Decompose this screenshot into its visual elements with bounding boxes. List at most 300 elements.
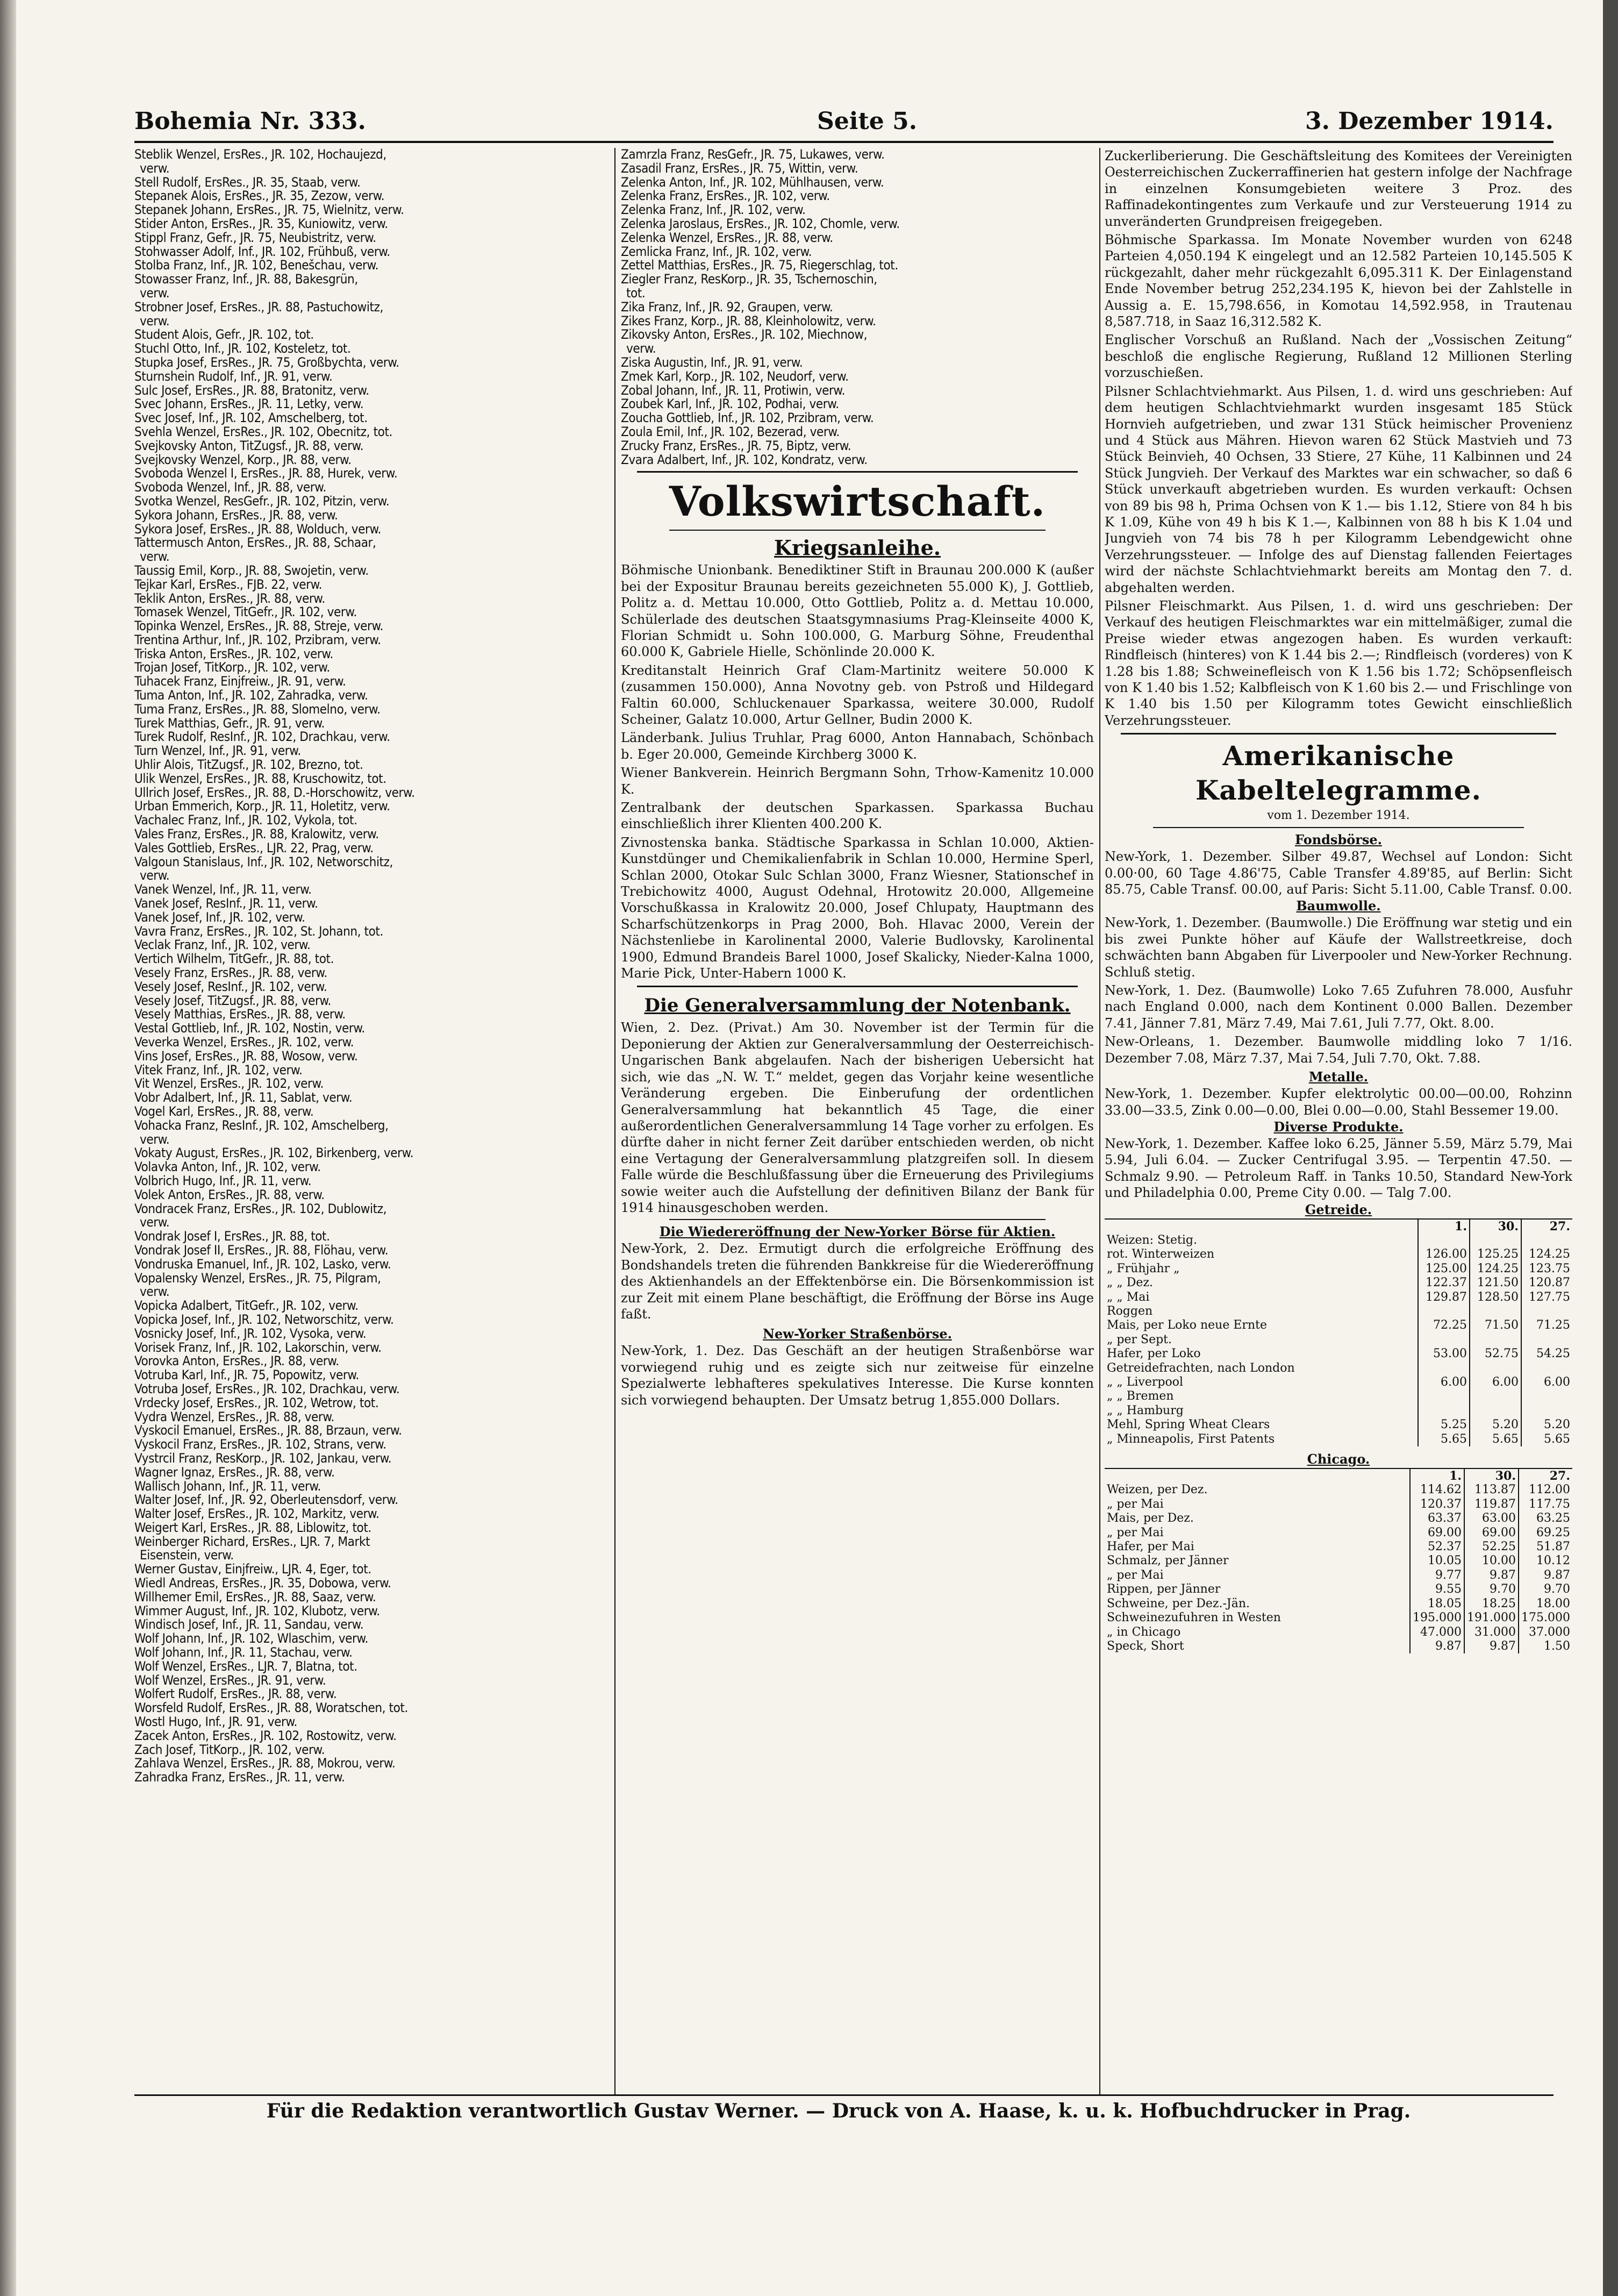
table-cell: 52.37 [1410, 1540, 1464, 1554]
list-entry: Zelenka Franz, ErsRes., JR. 102, verw. [621, 189, 830, 204]
list-entry: Zrucky Franz, ErsRes., JR. 75, Biptz, verw. [621, 439, 851, 453]
list-entry: Zvara Adalbert, Inf., JR. 102, Kondratz, verw. [621, 453, 868, 467]
list-entry: Wimmer August, Inf., JR. 102, Klubotz, verw. [134, 1604, 380, 1618]
table-cell: „ „ Hamburg [1107, 1403, 1184, 1417]
left-page-edge [0, 0, 16, 2296]
table-cell: 125.00 [1418, 1262, 1470, 1276]
table-cell: Weizen, per Dez. [1107, 1483, 1208, 1497]
market-report-paragraph: Zuckerliberierung. Die Geschäftsleitung des Komitees der Vereinigten Oesterreichischen Zuckerraffinerien hat gestern infolge der Nachfrage in einzelnen Konsumgebieten weitere 3 Proz. des Raffinadekontingentes zum Verkaufe und zur Versteuerung 1914 zu unveränderten Grundpreisen freigegeben. [1105, 148, 1572, 229]
list-entry: Student Alois, Gefr., JR. 102, tot. [134, 328, 314, 343]
list-entry: Steblik Wenzel, ErsRes., JR. 102, Hochaujezd, [134, 148, 386, 162]
table-cell: 1.50 [1519, 1639, 1572, 1653]
table-cell [1418, 1233, 1470, 1247]
list-entry: Vestal Gottlieb, Inf., JR. 102, Nostin, verw. [134, 1022, 365, 1036]
list-entry: Walter Josef, Inf., JR. 92, Oberleutensdorf, verw. [134, 1493, 398, 1508]
list-entry: Vanek Josef, Inf., JR. 102, verw. [134, 910, 305, 925]
list-entry: Veverka Wenzel, ErsRes., JR. 102, verw. [134, 1036, 354, 1050]
list-entry: tot. [626, 286, 646, 301]
list-entry: Weigert Karl, ErsRes., JR. 88, Liblowitz, tot. [134, 1521, 371, 1535]
table-cell: 114.62 [1410, 1483, 1464, 1497]
list-entry: Zamrzla Franz, ResGefr., JR. 75, Lukawes, verw. [621, 148, 885, 162]
table-cell: 69.00 [1410, 1526, 1464, 1540]
list-entry: Zasadil Franz, ErsRes., JR. 75, Wittin, verw. [621, 161, 858, 176]
right-page-edge [1603, 0, 1618, 2296]
chicago-heading: Chicago. [1307, 1451, 1370, 1467]
table-cell: 125.25 [1470, 1247, 1521, 1261]
table-row [1105, 1247, 1572, 1261]
table-cell: Weizen: Stetig. [1107, 1233, 1197, 1247]
table-cell: 71.50 [1470, 1318, 1521, 1332]
baumwolle-paragraph: New-Orleans, 1. Dezember. Baumwolle middling loko 7 1/16. Dezember 7.08, März 7.37, Mai 7.54, Juli 7.70, Okt. 7.88. [1105, 1034, 1572, 1066]
table-cell: 121.50 [1470, 1276, 1521, 1290]
kriegsanleihe-paragraph: Länderbank. Julius Truhlar, Prag 6000, Anton Hannabach, Schönbach b. Eger 20.000, Gemeinde Kirchberg 3000 K. [621, 730, 1094, 762]
list-entry: Wallisch Johann, Inf., JR. 11, verw. [134, 1479, 321, 1494]
list-entry: Vopalensky Wenzel, ErsRes., JR. 75, Pilgram, [134, 1271, 381, 1286]
metalle-text: New-York, 1. Dezember. Kupfer elektrolytic 00.00—00.00, Rohzinn 33.00—33.5, Zink 0.00—0.00, Blei 0.00—0.00, Stahl Bessemer 19.00. [1105, 1086, 1572, 1118]
list-entry: Vyskocil Emanuel, ErsRes., JR. 88, Brzaun, verw. [134, 1424, 402, 1438]
list-entry: Ziska Augustin, Inf., JR. 91, verw. [621, 355, 803, 370]
footer-rule [134, 2094, 1553, 2096]
list-entry: Vachalec Franz, Inf., JR. 102, Vykola, tot. [134, 814, 357, 828]
list-entry: Vesely Franz, ErsRes., JR. 88, verw. [134, 966, 327, 980]
header-center: Seite 5. [817, 108, 918, 135]
list-entry: Tuma Franz, ErsRes., JR. 88, Slomelno, verw. [134, 702, 381, 717]
table-cell [1521, 1404, 1572, 1418]
table-cell: 6.00 [1521, 1375, 1572, 1389]
table-row [1105, 1304, 1572, 1318]
list-entry: Vokaty August, ErsRes., JR. 102, Birkenberg, verw. [134, 1146, 414, 1161]
market-report-paragraph: Pilsner Fleischmarkt. Aus Pilsen, 1. d. wird uns geschrieben: Der Verkauf des heutigen Fleischmarktes war ein mittelmäßiger, zumal die Preise wieder etwas angezogen haben. Es wurden verkauft: Rindfleisch (hinteres) von K 1.44 bis 2.—; Rindfleisch (vorderes) von K 1.28 bis 1.88; Schweinefleisch von K 1.56 bis 1.72; Schöpsenfleisch von K 1.40 bis 1.52; Kalbfleisch von K 1.60 bis 2.— und Frischlinge von K 1.40 bis 1.50 per Kilogramm totes Gewicht einschließlich Verzehrungssteuer. [1105, 598, 1572, 728]
table-header-cell: 30. [1470, 1219, 1521, 1233]
chicago-table [1105, 1468, 1572, 1653]
list-entry: Zahlava Wenzel, ErsRes., JR. 88, Mokrou, verw. [134, 1757, 396, 1771]
table-cell: 6.00 [1418, 1375, 1470, 1389]
list-entry: Zelenka Franz, Inf., JR. 102, verw. [621, 203, 806, 217]
table-header-cell [1105, 1468, 1410, 1483]
table-cell: Schmalz, per Jänner [1107, 1554, 1229, 1568]
table-cell: 195.000 [1410, 1611, 1464, 1625]
list-entry: Zmek Karl, Korp., JR. 102, Neudorf, verw. [621, 369, 849, 384]
metalle-heading: Metalle. [1308, 1069, 1369, 1085]
table-cell: 71.25 [1521, 1318, 1572, 1332]
list-entry: Vesely Matthias, ErsRes., JR. 88, verw. [134, 1008, 346, 1022]
list-entry: Vosnicky Josef, Inf., JR. 102, Vysoka, verw. [134, 1327, 367, 1341]
table-row [1105, 1347, 1572, 1361]
table-cell [1521, 1389, 1572, 1403]
list-entry: Wolfert Rudolf, ErsRes., JR. 88, verw. [134, 1687, 337, 1702]
table-cell: 126.00 [1418, 1247, 1470, 1261]
table-cell: 124.25 [1521, 1247, 1572, 1261]
list-entry: Tuma Anton, Inf., JR. 102, Zahradka, verw. [134, 689, 368, 703]
table-cell: „ per Mai [1107, 1568, 1164, 1582]
baumwolle-text [1105, 915, 1572, 1066]
table-cell [1470, 1333, 1521, 1347]
table-cell [1470, 1361, 1521, 1375]
list-entry: Windisch Josef, Inf., JR. 11, Sandau, verw. [134, 1618, 364, 1632]
table-cell [1418, 1304, 1470, 1318]
table-row [1105, 1540, 1572, 1554]
list-entry: Vertich Wilhelm, TitGefr., JR. 88, tot. [134, 952, 334, 967]
table-cell: 5.65 [1418, 1432, 1470, 1446]
table-cell [1418, 1389, 1470, 1403]
list-entry: Turn Wenzel, Inf., JR. 91, verw. [134, 744, 301, 759]
table-cell: 113.87 [1464, 1483, 1519, 1497]
list-entry: Vavra Franz, ErsRes., JR. 102, St. Johann, tot. [134, 924, 383, 939]
list-entry: Vorisek Franz, Inf., JR. 102, Lakorschin, verw. [134, 1340, 382, 1355]
table-cell: 124.25 [1470, 1262, 1521, 1276]
table-header-cell [1105, 1219, 1418, 1233]
table-cell: Mehl, Spring Wheat Clears [1107, 1418, 1270, 1432]
table-cell: 9.87 [1464, 1568, 1519, 1582]
table-cell: 6.00 [1470, 1375, 1521, 1389]
list-entry: Wolf Wenzel, ErsRes., LJR. 7, Blatna, tot. [134, 1659, 357, 1674]
list-entry: Volbrich Hugo, Inf., JR. 11, verw. [134, 1174, 312, 1188]
list-entry: Tejkar Karl, ErsRes., FJB. 22, verw. [134, 577, 323, 592]
table-cell: Schweinezufuhren in Westen [1107, 1611, 1281, 1625]
casualty-list-column-2 [621, 148, 1094, 467]
table-cell: 112.00 [1519, 1483, 1572, 1497]
table-cell: „ „ Liverpool [1107, 1375, 1184, 1389]
list-entry: Wostl Hugo, Inf., JR. 91, verw. [134, 1715, 297, 1729]
list-entry: Svoboda Wenzel I, ErsRes., JR. 88, Hurek, verw. [134, 467, 398, 481]
table-cell [1521, 1304, 1572, 1318]
kriegsanleihe-heading: Kriegsanleihe. [774, 536, 941, 560]
list-entry: Tomasek Wenzel, TitGefr., JR. 102, verw. [134, 605, 357, 620]
table-row [1105, 1233, 1572, 1247]
header-right: 3. Dezember 1914. [1305, 108, 1553, 135]
list-entry: Vobr Adalbert, Inf., JR. 11, Sablat, verw. [134, 1091, 353, 1105]
economy-column [621, 148, 1094, 2094]
section-rule [637, 986, 1078, 987]
baumwolle-heading: Baumwolle. [1296, 898, 1381, 914]
table-cell [1521, 1361, 1572, 1375]
table-cell: 51.87 [1519, 1540, 1572, 1554]
table-cell: 120.87 [1521, 1276, 1572, 1290]
list-entry: Svec Josef, Inf., JR. 102, Amschelberg, tot. [134, 411, 368, 425]
list-entry: Stell Rudolf, ErsRes., JR. 35, Staab, verw. [134, 175, 361, 190]
list-entry: Zikovsky Anton, ErsRes., JR. 102, Miechnow, [621, 328, 868, 343]
table-row [1105, 1389, 1572, 1403]
table-cell: 127.75 [1521, 1290, 1572, 1304]
table-header-cell: 1. [1418, 1219, 1470, 1233]
table-cell: 9.87 [1464, 1639, 1519, 1653]
table-header-cell: 27. [1521, 1219, 1572, 1233]
kriegsanleihe-paragraph: Böhmische Unionbank. Benediktiner Stift in Braunau 200.000 K (außer bei der Expositur Braunau bereits gezeichneten 55.000 K), J. Gottlieb, Politz a. d. Mettau 10.000, Otto Gottlieb, Politz a. d. Mettau 10.000, Schülerlade des deutschen Staatsgymnasiums Prag-Kleinseite 4000 K, Florian Schmidt u. Sohn 100.000, G. Marburg Söhne, Freudenthal 60.000 K, Gabriele Hielle, Schönlinde 20.000 K. [621, 562, 1094, 660]
list-entry: Stepanek Alois, ErsRes., JR. 35, Zezow, verw. [134, 189, 385, 204]
list-entry: Weinberger Richard, ErsRes., LJR. 7, Markt [134, 1535, 370, 1549]
table-cell: 191.000 [1464, 1611, 1519, 1625]
list-entry: Valgoun Stanislaus, Inf., JR. 102, Networschitz, [134, 855, 393, 869]
table-row [1105, 1262, 1572, 1276]
table-row [1105, 1361, 1572, 1375]
table-row [1105, 1498, 1572, 1511]
list-entry: Volavka Anton, Inf., JR. 102, verw. [134, 1160, 321, 1174]
diverse-heading: Diverse Produkte. [1273, 1118, 1404, 1135]
kriegsanleihe-paragraph: Zivnostenska banka. Städtische Sparkassa in Schlan 10.000, Aktien-Kunstdünger und Chemikalienfabrik in Schlan 10.000, Hermine Sperl, Schlan 2000, Otokar Sulc Schlan 3000, Franz Wiesner, Stationschef in Trebichowitz 4000, August Odehnal, Hrotowitz 20.000, Allgemeine Vorschußkassa in Kralowitz 20.000, Josef Chlupaty, Hauptmann des Scharfschützenkorps in Prag 2000, Boh. Hlavac 2000, Verein der Nächstenliebe in Karolinental 2000, Valerie Budlovsky, Karolinental 1900, Edmund Brandeis Barel 1000, Josef Skalicky, Nieder-Kalna 1000, Marie Pick, Unter-Habern 1000 K. [621, 835, 1094, 981]
table-row [1105, 1375, 1572, 1389]
table-header-cell: 27. [1519, 1468, 1572, 1483]
list-entry: Zika Franz, Inf., JR. 92, Graupen, verw. [621, 300, 833, 315]
list-entry: Triska Anton, ErsRes., JR. 102, verw. [134, 647, 333, 661]
list-entry: Vins Josef, ErsRes., JR. 88, Wosow, verw. [134, 1049, 358, 1064]
list-entry: Worsfeld Rudolf, ErsRes., JR. 88, Woratschen, tot. [134, 1701, 408, 1716]
list-entry: verw. [140, 314, 170, 329]
list-entry: Vohacka Franz, ResInf., JR. 102, Amschelberg, [134, 1118, 389, 1133]
table-cell: „ Minneapolis, First Patents [1107, 1432, 1275, 1446]
baumwolle-paragraph: New-York, 1. Dez. (Baumwolle) Loko 7.65 Zufuhren 78.000, Ausfuhr nach England 0.000, nach dem Kontinent 0.000 Ballen. Dezember 7.41, Jänner 7.81, März 7.49, Mai 7.61, Juli 7.77, Okt. 8.00. [1105, 983, 1572, 1031]
amerika-heading: Amerikanische Kabeltelegramme. [1195, 740, 1482, 807]
table-cell: 18.00 [1519, 1597, 1572, 1611]
list-entry: Turek Rudolf, ResInf., JR. 102, Drachkau, verw. [134, 730, 390, 745]
table-row [1105, 1290, 1572, 1304]
table-cell: 9.87 [1519, 1568, 1572, 1582]
volkswirtschaft-heading: Volkswirtschaft. [669, 477, 1046, 526]
list-entry: Vondracek Franz, ErsRes., JR. 102, Dublowitz, [134, 1202, 387, 1216]
table-cell [1470, 1304, 1521, 1318]
list-entry: Votruba Karl, Inf., JR. 75, Popowitz, verw. [134, 1368, 359, 1382]
list-entry: Zach Josef, TitKorp., JR. 102, verw. [134, 1743, 325, 1757]
list-entry: Volek Anton, ErsRes., JR. 88, verw. [134, 1188, 325, 1202]
diverse-text: New-York, 1. Dezember. Kaffee loko 6.25, Jänner 5.59, März 5.79, Mai 5.94, Juli 6.04. — Zucker Centrifugal 3.95. — Terpentin 47.50. — Schmalz 9.90. — Petroleum Raff. in Tanks 10.50, Standard New-York und Philadelphia 0.00, Preme City 0.00. — Talg 7.00. [1105, 1136, 1572, 1201]
table-cell [1470, 1389, 1521, 1403]
list-entry: Turek Matthias, Gefr., JR. 91, verw. [134, 716, 325, 731]
table-cell: 129.87 [1418, 1290, 1470, 1304]
table-cell: „ Frühjahr „ [1107, 1261, 1180, 1275]
table-cell: 10.05 [1410, 1554, 1464, 1568]
table-cell: 10.12 [1519, 1554, 1572, 1568]
list-entry: Veclak Franz, Inf., JR. 102, verw. [134, 938, 311, 953]
list-entry: Willhemer Emil, ErsRes., JR. 88, Saaz, verw. [134, 1590, 376, 1605]
table-cell: 122.37 [1418, 1276, 1470, 1290]
list-entry: verw. [140, 1285, 170, 1300]
list-entry: Urban Emmerich, Korp., JR. 11, Holetitz, verw. [134, 800, 390, 814]
list-entry: Teklik Anton, ErsRes., JR. 88, verw. [134, 591, 325, 606]
table-row [1105, 1511, 1572, 1525]
list-entry: Svehla Wenzel, ErsRes., JR. 102, Obecnitz, tot. [134, 425, 392, 439]
list-entry: Stupka Josef, ErsRes., JR. 75, Großbychta, verw. [134, 355, 399, 370]
market-column [1105, 148, 1572, 2094]
table-row [1105, 1333, 1572, 1347]
list-entry: Stohwasser Adolf, Inf., JR. 102, Frühbuß, verw. [134, 245, 390, 259]
list-entry: Ullrich Josef, ErsRes., JR. 88, D.-Horschowitz, verw. [134, 786, 415, 800]
table-cell [1418, 1361, 1470, 1375]
list-entry: Trojan Josef, TitKorp., JR. 102, verw. [134, 661, 330, 675]
table-row [1105, 1276, 1572, 1290]
nyboerse-heading: Die Wiedereröffnung der New-Yorker Börse für Aktien. [659, 1224, 1056, 1240]
table-header-cell: 30. [1464, 1468, 1519, 1483]
list-entry: Zemlicka Franz, Inf., JR. 102, verw. [621, 245, 812, 259]
list-entry: Tuhacek Franz, Einjfreiw., JR. 91, verw. [134, 675, 346, 689]
table-cell: „ „ Dez. [1107, 1276, 1154, 1290]
list-entry: verw. [140, 286, 170, 301]
table-cell: 18.25 [1464, 1597, 1519, 1611]
strassenboerse-text: New-York, 1. Dez. Das Geschäft an der heutigen Straßenbörse war vorwiegend ruhig und es zeigte sich nur zeitweise für einzelne Spezialwerte lebhafteres spekulatives Interesse. Die Kurse konnten sich vorwiegend behaupten. Der Umsatz betrug 1,855.000 Dollars. [621, 1343, 1094, 1408]
list-entry: Svoboda Wenzel, Inf., JR. 88, verw. [134, 481, 326, 495]
table-cell: Mais, per Dez. [1107, 1511, 1194, 1525]
table-cell: 52.25 [1464, 1540, 1519, 1554]
table-row [1105, 1639, 1572, 1653]
list-entry: Stuchl Otto, Inf., JR. 102, Kosteletz, tot. [134, 342, 351, 356]
list-entry: Svotka Wenzel, ResGefr., JR. 102, Pitzin, verw. [134, 494, 390, 509]
table-cell [1521, 1333, 1572, 1347]
list-entry: Vyskocil Franz, ErsRes., JR. 102, Strans, verw. [134, 1438, 386, 1452]
list-entry: Votruba Josef, ErsRes., JR. 102, Drachkau, verw. [134, 1382, 400, 1396]
list-entry: Strobner Josef, ErsRes., JR. 88, Pastuchowitz, [134, 300, 383, 315]
list-entry: Vopicka Josef, Inf., JR. 102, Networschitz, verw. [134, 1313, 394, 1327]
section-rule [669, 530, 1046, 531]
list-entry: Zelenka Jaroslaus, ErsRes., JR. 102, Chomle, verw. [621, 217, 900, 231]
list-entry: Stolba Franz, Inf., JR. 102, Benešchau, verw. [134, 259, 379, 273]
table-row [1105, 1568, 1572, 1582]
list-entry: Sulc Josef, ErsRes., JR. 88, Bratonitz, verw. [134, 383, 369, 398]
list-entry: Vit Wenzel, ErsRes., JR. 102, verw. [134, 1077, 324, 1092]
list-entry: Vorovka Anton, ErsRes., JR. 88, verw. [134, 1354, 339, 1369]
table-row [1105, 1526, 1572, 1540]
list-entry: Wagner Ignaz, ErsRes., JR. 88, verw. [134, 1465, 335, 1480]
list-entry: Vesely Josef, ResInf., JR. 102, verw. [134, 980, 327, 994]
list-entry: Vales Franz, ErsRes., JR. 88, Kralowitz, verw. [134, 828, 379, 842]
getreide-heading: Getreide. [1305, 1201, 1372, 1217]
list-entry: Wolf Johann, Inf., JR. 102, Wlaschim, verw. [134, 1632, 368, 1646]
list-entry: Wolf Wenzel, ErsRes., JR. 91, verw. [134, 1673, 326, 1688]
table-cell: „ per Sept. [1107, 1332, 1172, 1346]
market-reports [1105, 148, 1572, 729]
list-entry: Vondruska Emanuel, Inf., JR. 102, Lasko, verw. [134, 1257, 391, 1272]
table-cell: 63.00 [1464, 1511, 1519, 1525]
list-entry: Zettel Matthias, ErsRes., JR. 75, Riegerschlag, tot. [621, 259, 898, 273]
table-cell: 120.37 [1410, 1498, 1464, 1511]
table-row [1105, 1582, 1572, 1596]
table-row [1105, 1483, 1572, 1497]
list-entry: Svejkovsky Wenzel, Korp., JR. 88, verw. [134, 453, 352, 467]
table-cell: 9.87 [1410, 1639, 1464, 1653]
table-cell: 128.50 [1470, 1290, 1521, 1304]
getreide-table [1105, 1218, 1572, 1447]
printer-imprint: Für die Redaktion verantwortlich Gustav Werner. — Druck von A. Haase, k. u. k. Hofbuchdrucker in Prag. [266, 2100, 1411, 2122]
table-cell: 18.05 [1410, 1597, 1464, 1611]
list-entry: Vydra Wenzel, ErsRes., JR. 88, verw. [134, 1410, 334, 1424]
fondsboerse-heading: Fondsbörse. [1294, 832, 1383, 848]
table-cell: 69.25 [1519, 1526, 1572, 1540]
list-entry: Stider Anton, ErsRes., JR. 35, Kuniowitz, verw. [134, 217, 388, 231]
list-entry: Wiedl Andreas, ErsRes., JR. 35, Dobowa, verw. [134, 1577, 391, 1591]
table-row [1105, 1404, 1572, 1418]
column-rule-2 [1099, 148, 1100, 2094]
list-entry: Eisenstein, verw. [140, 1549, 234, 1563]
table-cell [1521, 1233, 1572, 1247]
table-cell: 5.20 [1470, 1418, 1521, 1432]
list-entry: Zikes Franz, Korp., JR. 88, Kleinholowitz, verw. [621, 314, 876, 329]
table-cell [1470, 1233, 1521, 1247]
baumwolle-paragraph: New-York, 1. Dezember. (Baumwolle.) Die Eröffnung war stetig und ein bis zwei Punkte höher auf Käufe der Wallstreetkreise, doch schwächten bann Abgaben für Liverpooler und New-Yorker Rechnung. Schluß stetig. [1105, 915, 1572, 980]
list-entry: Taussig Emil, Korp., JR. 88, Swojetin, verw. [134, 564, 369, 578]
section-rule [1121, 733, 1556, 735]
list-entry: Svejkovsky Anton, TitZugsf., JR. 88, verw. [134, 439, 364, 453]
list-entry: Zelenka Wenzel, ErsRes., JR. 88, verw. [621, 231, 833, 245]
list-entry: Zobal Johann, Inf., JR. 11, Protiwin, verw. [621, 383, 845, 398]
list-entry: Vondrak Josef II, ErsRes., JR. 88, Flöhau, verw. [134, 1243, 389, 1258]
nyboerse-text: New-York, 2. Dez. Ermutigt durch die erfolgreiche Eröffnung des Bondshandels treten die führenden Bankkreise für die Wiedereröffnung des Aktienhandels an der Effektenbörse ein. Die Börsenkommission ist zur Zeit mit einem Plane beschäftigt, die Eröffnung der Börse ins Auge faßt. [621, 1241, 1094, 1322]
table-cell: 9.70 [1464, 1582, 1519, 1596]
list-entry: Vogel Karl, ErsRes., JR. 88, verw. [134, 1104, 314, 1119]
kriegsanleihe-paragraph: Wiener Bankverein. Heinrich Bergmann Sohn, Trhow-Kamenitz 10.000 K. [621, 765, 1094, 797]
table-cell: Getreidefrachten, nach London [1107, 1361, 1295, 1375]
list-entry: verw. [140, 550, 170, 564]
table-cell: Hafer, per Mai [1107, 1540, 1194, 1554]
column-rule-1 [614, 148, 615, 2094]
table-row [1105, 1318, 1572, 1332]
list-entry: Vales Gottlieb, ErsRes., LJR. 22, Prag, verw. [134, 841, 374, 855]
table-row [1105, 1611, 1572, 1625]
section-rule [1153, 827, 1524, 828]
list-entry: Walter Josef, ErsRes., JR. 102, Markitz, verw. [134, 1507, 380, 1521]
table-cell: 47.000 [1410, 1625, 1464, 1639]
list-entry: Uhlir Alois, TitZugsf., JR. 102, Brezno, tot. [134, 758, 363, 772]
table-cell: 123.75 [1521, 1262, 1572, 1276]
table-cell: 5.65 [1521, 1432, 1572, 1446]
list-entry: Sturnshein Rudolf, Inf., JR. 91, verw. [134, 369, 333, 384]
kriegsanleihe-paragraph: Zentralbank der deutschen Sparkassen. Sparkassa Buchau einschließlich ihrer Klienten 400.200 K. [621, 800, 1094, 832]
table-row [1105, 1418, 1572, 1432]
table-cell: 9.70 [1519, 1582, 1572, 1596]
list-entry: Wolf Johann, Inf., JR. 11, Stachau, verw. [134, 1646, 353, 1660]
table-cell: 119.87 [1464, 1498, 1519, 1511]
list-entry: Topinka Wenzel, ErsRes., JR. 88, Streje, verw. [134, 619, 383, 633]
table-row [1105, 1625, 1572, 1639]
table-cell: 9.55 [1410, 1582, 1464, 1596]
header-left: Bohemia Nr. 333. [134, 108, 366, 135]
list-entry: verw. [140, 161, 170, 176]
list-entry: verw. [140, 1216, 170, 1230]
table-cell: Schweine, per Dez.-Jän. [1107, 1596, 1250, 1610]
fondsboerse-text: New-York, 1. Dezember. Silber 49.87, Wechsel auf London: Sicht 0.00·00, 60 Tage 4.86'75, Cable Transfer 4.89'85, auf Berlin: Sicht 85.75, Cable Transf. 00.00, auf Paris: Sicht 5.11.00, Cable Transf. 0.00. [1105, 849, 1572, 897]
list-entry: Vopicka Adalbert, TitGefr., JR. 102, verw. [134, 1299, 359, 1313]
table-row [1105, 1432, 1572, 1446]
table-cell: 10.00 [1464, 1554, 1519, 1568]
table-cell: 117.75 [1519, 1498, 1572, 1511]
page-header [134, 108, 1553, 140]
kriegsanleihe-paragraph: Kreditanstalt Heinrich Graf Clam-Martinitz weitere 50.000 K (zusammen 150.000), Anna Novotny geb. von Pstroß und Hildegard Faltin 60.000, Schluckenauer Sparkassa, weitere 30.000, Rudolf Scheiner, Galatz 10.000, Artur Gellner, Budin 2000 K. [621, 662, 1094, 727]
table-cell: Mais, per Loko neue Ernte [1107, 1318, 1267, 1332]
table-cell: 31.000 [1464, 1625, 1519, 1639]
list-entry: Werner Gustav, Einjfreiw., LJR. 4, Eger, tot. [134, 1563, 371, 1577]
table-cell: „ „ Bremen [1107, 1389, 1174, 1403]
table-cell: „ in Chicago [1107, 1625, 1181, 1639]
table-cell: 72.25 [1418, 1318, 1470, 1332]
table-cell: 5.65 [1470, 1432, 1521, 1446]
table-cell: 5.20 [1521, 1418, 1572, 1432]
table-cell: Rippen, per Jänner [1107, 1582, 1221, 1596]
table-cell: 37.000 [1519, 1625, 1572, 1639]
table-cell: 5.25 [1418, 1418, 1470, 1432]
list-entry: Tattermusch Anton, ErsRes., JR. 88, Schaar, [134, 536, 376, 551]
table-cell: 63.37 [1410, 1511, 1464, 1525]
market-report-paragraph: Pilsner Schlachtviehmarkt. Aus Pilsen, 1. d. wird uns geschrieben: Auf dem heutigen Schlachtviehmarkt wurden insgesamt 185 Stück Hornvieh aufgetrieben, und zwar 131 Stück heimischer Provenienz und 4 Stück aus Mähren. Hievon waren 62 Stück Mastvieh und 73 Stück Beinvieh, 40 Ochsen, 33 Stiere, 27 Kühe, 11 Kalbinnen und 24 Stück Jungvieh. Der Verkauf des Marktes war ein schwacher, so daß 6 Stück unverkauft abgetrieben wurden. Es wurden verkauft: Ochsen von 89 bis 98 h, Prima Ochsen von K 1.— bis 1.12, Stiere von 84 h bis K 1.09, Kühe von 49 h bis K 1.—, Kalbinnen von 88 h bis K 1.04 und Jungvieh von 74 bis 78 h per Kilogramm Lebendgewicht ohne Verzehrungssteuer. — Infolge des auf Dienstag fallenden Feiertages wird der nächste Schlachtviehmarkt bereits am Montag den 7. d. abgehalten werden. [1105, 383, 1572, 595]
list-entry: verw. [140, 869, 170, 883]
table-cell: 69.00 [1464, 1526, 1519, 1540]
list-entry: Zacek Anton, ErsRes., JR. 102, Rostowitz, verw. [134, 1729, 397, 1743]
table-cell: „ per Mai [1107, 1497, 1164, 1511]
table-cell [1470, 1404, 1521, 1418]
table-cell: Speck, Short [1107, 1639, 1184, 1653]
table-cell: 175.000 [1519, 1611, 1572, 1625]
list-entry: Zoula Emil, Inf., JR. 102, Bezerad, verw. [621, 425, 840, 439]
list-entry: Zoubek Karl, Inf., JR. 102, Podhai, verw. [621, 397, 839, 412]
section-rule [669, 1219, 1046, 1220]
list-entry: Stowasser Franz, Inf., JR. 88, Bakesgrün, [134, 273, 358, 287]
table-cell: 63.25 [1519, 1511, 1572, 1525]
table-cell: Hafer, per Loko [1107, 1347, 1201, 1361]
